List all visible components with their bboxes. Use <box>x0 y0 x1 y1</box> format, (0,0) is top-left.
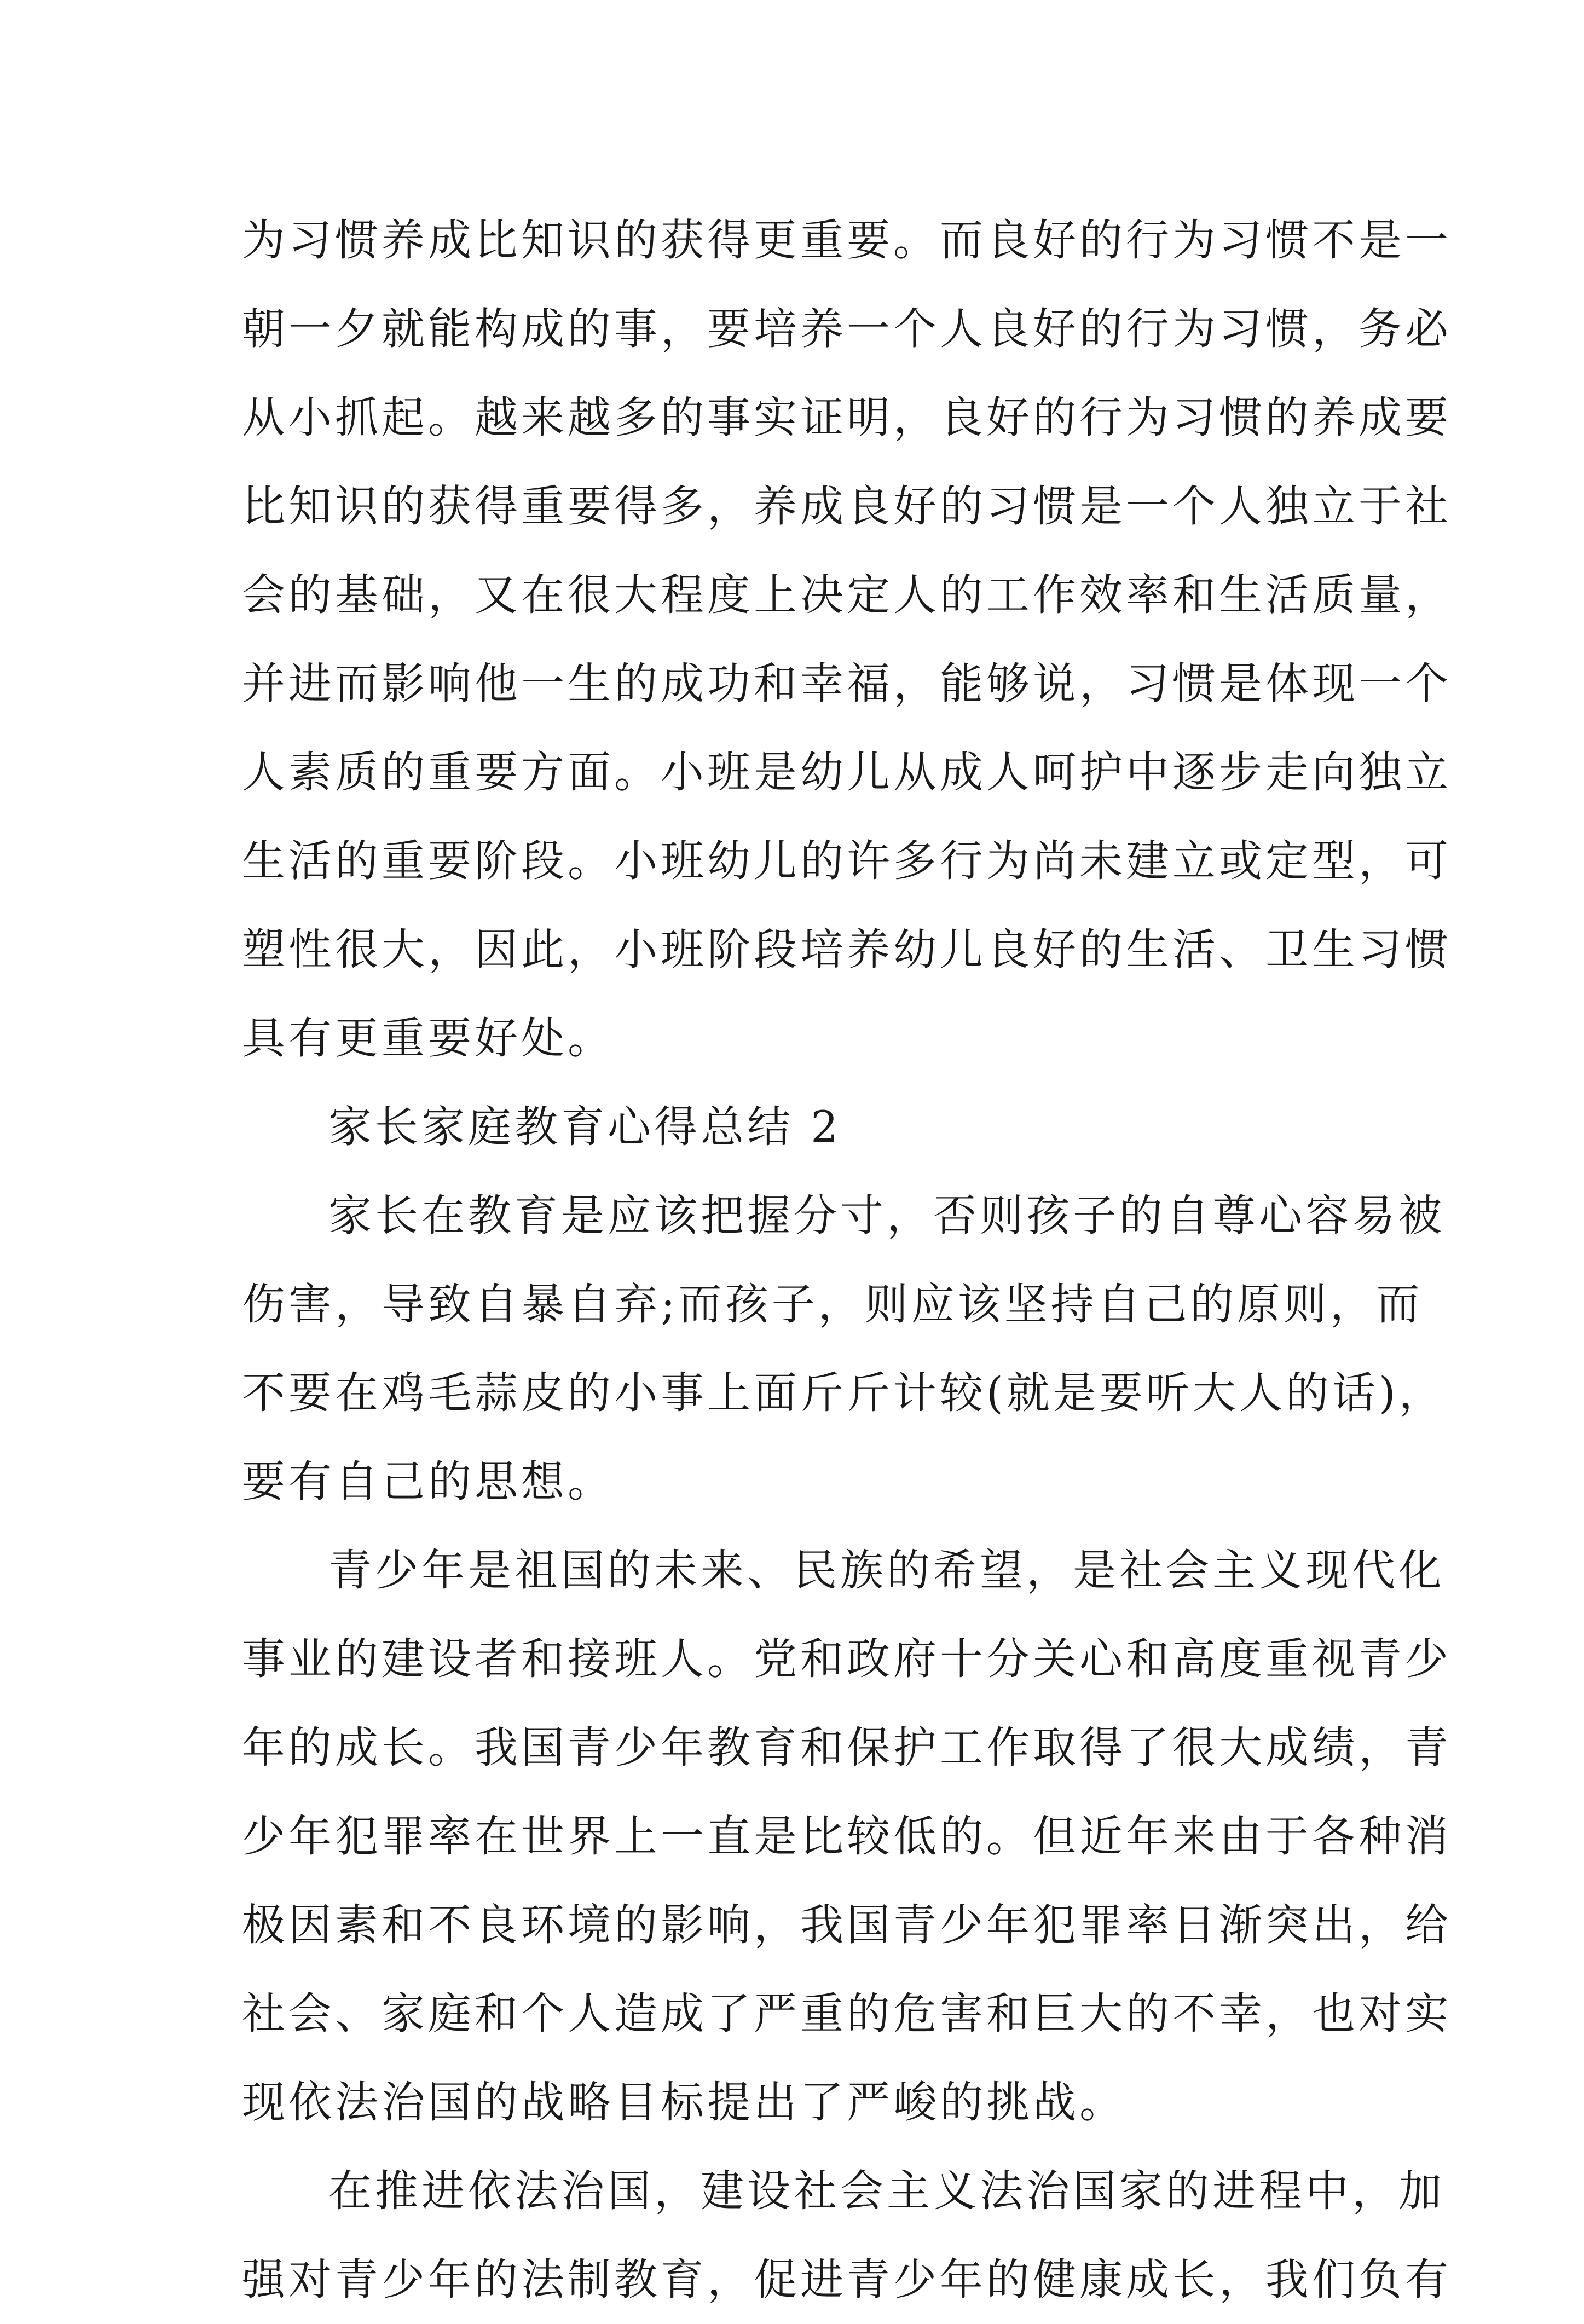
text-line: 从小抓起。越来越多的事实证明，良好的行为习惯的养成要 <box>242 392 1452 443</box>
text-line: 人素质的重要方面。小班是幼儿从成人呵护中逐步走向独立 <box>242 747 1452 797</box>
text-line: 现依法治国的战略目标提出了严峻的挑战。 <box>242 2077 1126 2128</box>
paragraph-1 <box>242 196 1452 1083</box>
text-line: 不要在鸡毛蒜皮的小事上面斤斤计较(就是要听大人的话)， <box>242 1368 1446 1418</box>
text-line: 比知识的获得重要得多，养成良好的习惯是一个人独立于社 <box>242 481 1452 531</box>
text-line: 极因素和不良环境的影响，我国青少年犯罪率日渐突出，给 <box>242 1900 1452 1950</box>
text-line: 家长在教育是应该把握分寸，否则孩子的自尊心容易被 <box>328 1190 1445 1241</box>
text-line: 要有自己的思想。 <box>242 1456 614 1507</box>
text-line: 伤害，导致自暴自弃;而孩子，则应该坚持自己的原则，而 <box>242 1279 1423 1329</box>
text-line: 青少年是祖国的未来、民族的希望，是社会主义现代化 <box>328 1545 1445 1595</box>
text-line: 年的成长。我国青少年教育和保护工作取得了很大成绩，青 <box>242 1722 1452 1773</box>
text-line: 在推进依法治国，建设社会主义法治国家的进程中，加 <box>328 2166 1445 2216</box>
text-line: 并进而影响他一生的成功和幸福，能够说，习惯是体现一个 <box>242 658 1452 709</box>
paragraph-4 <box>242 2147 1452 2324</box>
text-line: 生活的重要阶段。小班幼儿的许多行为尚未建立或定型，可 <box>242 836 1452 886</box>
text-line: 强对青少年的法制教育，促进青少年的健康成长，我们负有 <box>242 2254 1452 2305</box>
text-line: 朝一夕就能构成的事，要培养一个人良好的行为习惯，务必 <box>242 304 1452 354</box>
text-line: 会的基础，又在很大程度上决定人的工作效率和生活质量， <box>242 570 1452 620</box>
text-line: 具有更重要好处。 <box>242 1013 614 1063</box>
paragraph-3 <box>242 1526 1452 2147</box>
text-line: 塑性很大，因此，小班阶段培养幼儿良好的生活、卫生习惯 <box>242 924 1452 975</box>
text-line: 社会、家庭和个人造成了严重的危害和巨大的不幸，也对实 <box>242 1988 1452 2039</box>
paragraph-2 <box>242 1171 1446 1526</box>
text-line: 为习惯养成比知识的获得更重要。而良好的行为习惯不是一 <box>242 215 1452 265</box>
document-body <box>242 196 1452 2324</box>
text-line: 事业的建设者和接班人。党和政府十分关心和高度重视青少 <box>242 1634 1452 1684</box>
text-line: 少年犯罪率在世界上一直是比较低的。但近年来由于各种消 <box>242 1811 1452 1861</box>
section-heading: 家长家庭教育心得总结 2 <box>328 1102 842 1152</box>
